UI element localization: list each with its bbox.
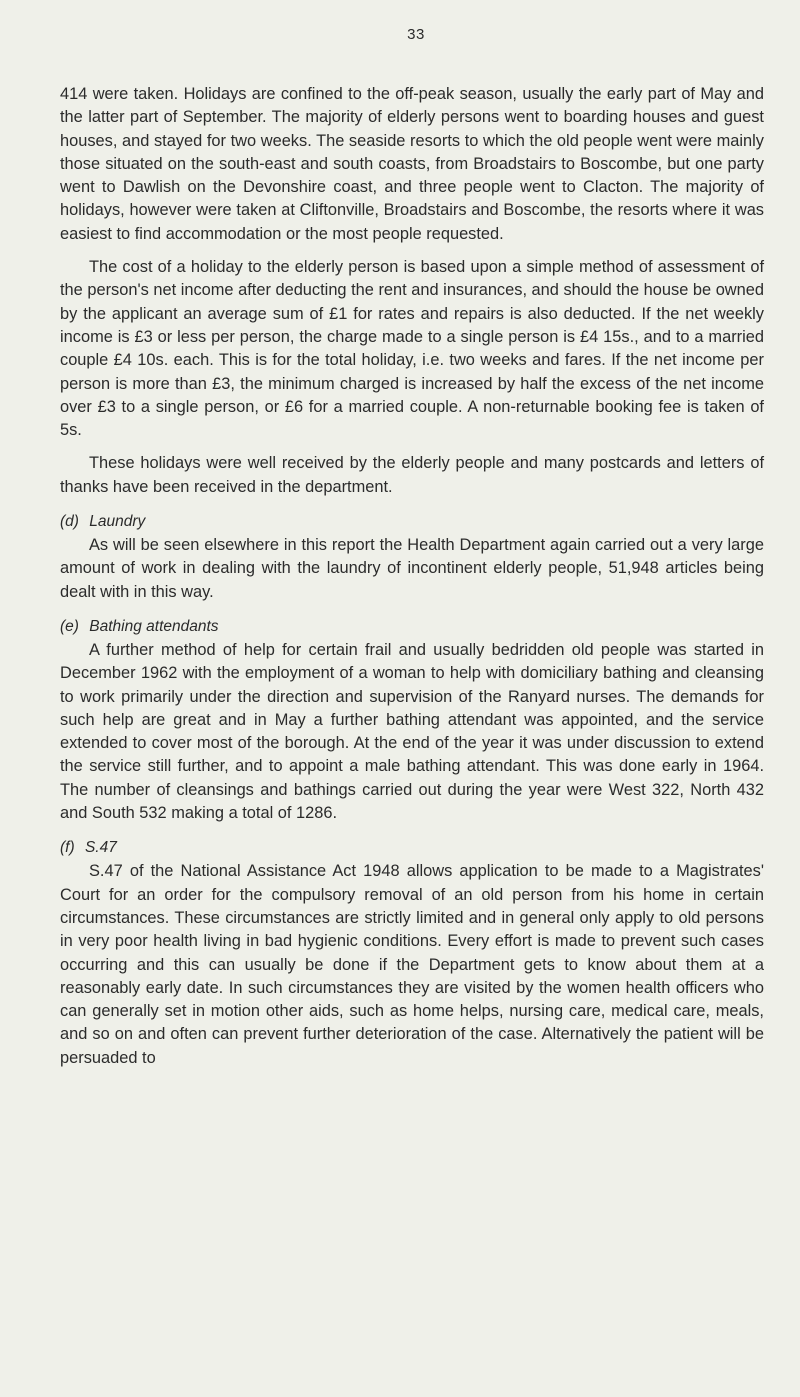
section-heading-s47	[60, 837, 764, 859]
section-title-bathing-attendants: Bathing attendants	[89, 617, 219, 635]
section-heading-laundry	[60, 511, 764, 533]
section-title-s47: S.47	[84, 839, 117, 857]
paragraph-holidays-received: These holidays were well received by the elderly people and many postcards and letters of thanks have been received in the department.	[60, 454, 764, 496]
paragraph-holiday-cost: The cost of a holiday to the elderly person is based upon a simple method of assessment of the person's net income after deducting the rent and insurances, and should the house be owned by the applicant an average sum of £1 for rates and repairs is also deducted. If the net weekly income is £3 or less per person, the charge made to a single person is £4 15s., and to a married couple £4 10s. each. This is for the total holiday, i.e. two weeks and fares. If the net income per person is more than £3, the minimum charged is increased by half the excess of the net income over £3 to a single person, or £6 for a married couple. A non-returnable booking fee is taken of 5s.	[60, 258, 764, 440]
page-number: 33	[407, 26, 425, 43]
section-letter-f: (f)	[60, 839, 75, 857]
paragraph-s47: S.47 of the National Assistance Act 1948 allows application to be made to a Magistrates' Court for an order for the compulsory removal of an old person from his home in certain circumstances. These circumstances are strictly limited and in general only apply to old persons in very poor health living in bad hygienic conditions. Every effort is made to prevent such cases occurring and this can usually be done if the Department gets to know about them at a reasonably early date. In such circumstances they are visited by the women health officers who can generally set in motion other aids, such as home helps, nursing care, medical care, meals, and so on and often can prevent further deterioration of the case. Alternatively the patient will be persuaded to	[60, 862, 764, 1067]
section-letter-d: (d)	[60, 513, 79, 531]
section-letter-e: (e)	[60, 617, 79, 635]
paragraph-laundry: As will be seen elsewhere in this report the Health Department again carried out a very large amount of work in dealing with the laundry of incontinent elderly people, 51,948 articles being dealt with in this way.	[60, 536, 764, 601]
section-heading-bathing-attendants	[60, 616, 764, 638]
section-title-laundry: Laundry	[89, 513, 146, 531]
paragraph-holidays-resorts: 414 were taken. Holidays are confined to the off-peak season, usually the early part of May and the latter part of September. The majority of elderly persons went to boarding houses and guest houses, and stayed for two weeks. The seaside resorts to which the old people went were mainly those situated on the south-east and south coasts, from Broadstairs to Boscombe, but one party went to Dawlish on the Devonshire coast, and three people went to Clacton. The majority of holidays, however were taken at Cliftonville, Broadstairs and Boscombe, the resorts where it was easiest to find accommodation or the most people requested.	[60, 85, 764, 243]
paragraph-bathing-attendants: A further method of help for certain frail and usually bedridden old people was started in December 1962 with the employment of a woman to help with domiciliary bathing and cleansing to work primarily under the direction and supervision of the Ranyard nurses. The demands for such help are great and in May a further bathing attendant was appointed, and the service extended to cover most of the borough. At the end of the year it was under discussion to extend the service still further, and to appoint a male bathing attendant. This was done early in 1964. The number of cleansings and bathings carried out during the year were West 322, North 432 and South 532 making a total of 1286.	[60, 640, 764, 823]
